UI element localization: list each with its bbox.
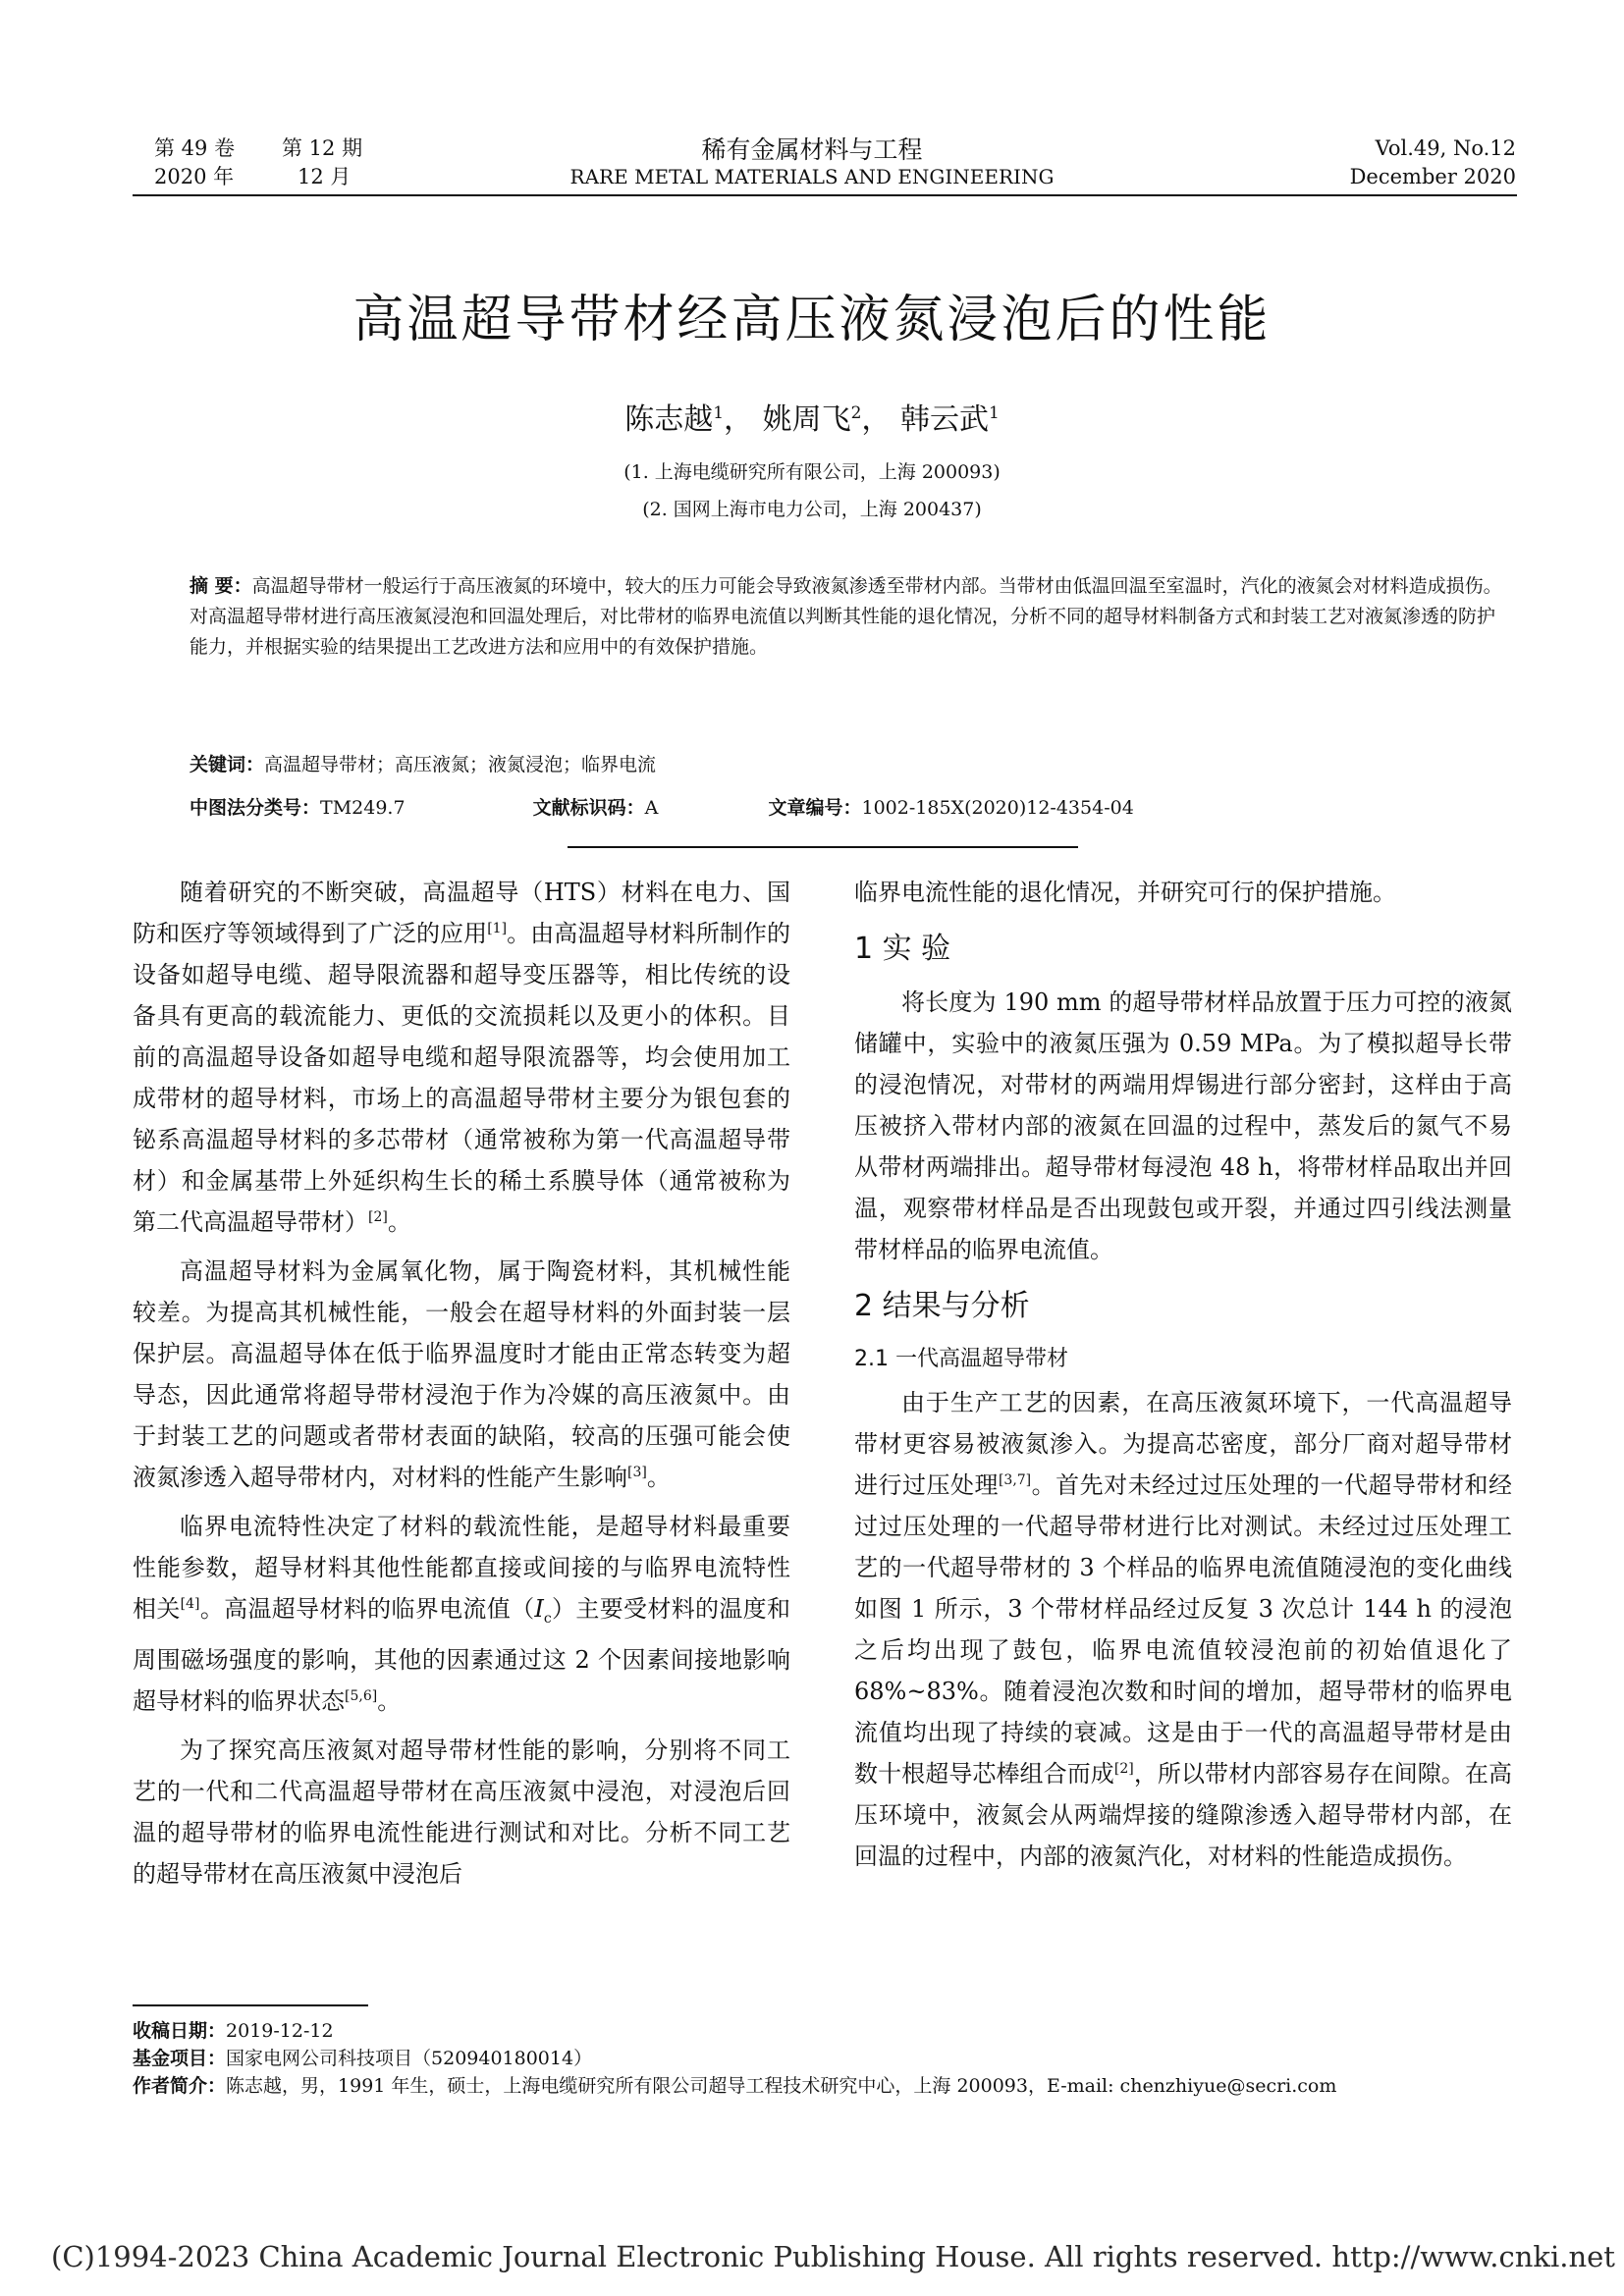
body-paragraph: 随着研究的不断突破，高温超导（HTS）材料在电力、国防和医疗等领域得到了广泛的应用[1]。由高温超导材料所制作的设备如超导电缆、超导限流器和超导变压器等，相比传统的设备具有更高的载流能力、更低的交流损耗以及更小的体积。目前的高温超导设备如超导电缆和超导限流器等，均会使用加工成带材的超导材料，市场上的高温超导带材主要分为银包套的铋系高温超导材料的多芯带材（通常被称为第一代高温超导带材）和金属基带上外延织构生长的稀土系膜导体（通常被称为第二代高温超导带材）[2]。 — [133, 879, 791, 1236]
section-heading: 1 实 验 — [854, 932, 951, 966]
author-name: 陈志越 — [624, 402, 714, 437]
footnote-fund: 基金项目：国家电网公司科技项目（520940180014） — [133, 2048, 593, 2069]
header-month-cn: 12 月 — [298, 165, 352, 188]
header-issue-cn: 第 12 期 — [282, 136, 363, 160]
header-journal-cn: 稀有金属材料与工程 — [701, 135, 923, 164]
header-date-en: December 2020 — [1349, 165, 1516, 188]
header-volume-cn: 第 49 卷 — [154, 136, 236, 160]
citation: [1] — [487, 921, 508, 936]
author-affil-marker: 1 — [713, 403, 725, 423]
citation: [3] — [627, 1465, 647, 1480]
author-name: 韩云武 — [899, 402, 989, 437]
doc-code-label: 文献标识码： — [532, 797, 645, 819]
citation: [3,7] — [998, 1472, 1032, 1488]
abstract-label: 摘 要： — [189, 575, 252, 597]
author-affil-marker: 1 — [988, 403, 1000, 423]
clc-value: TM249.7 — [320, 797, 406, 819]
author-affil-marker: 2 — [850, 403, 862, 423]
right-column — [854, 872, 1512, 1877]
footnote-author: 作者简介：陈志越，男，1991 年生，硕士，上海电缆研究所有限公司超导工程技术研究中心，上海 200093，E-mail: chenzhiyue@secri.com — [133, 2075, 1337, 2097]
author-name: 姚周飞 — [762, 402, 851, 437]
header-volume-en: Vol.49, No.12 — [1375, 136, 1516, 160]
abstract — [189, 571, 1510, 663]
citation: [5,6] — [345, 1687, 378, 1704]
article-number-label: 文章编号： — [768, 797, 862, 819]
keywords — [189, 750, 1510, 780]
paper-title: 高温超导带材经高压液氮浸泡后的性能 — [352, 291, 1272, 349]
body-paragraph: 临界电流特性决定了材料的载流性能，是超导材料最重要性能参数，超导材料其他性能都直接或间接的与临界电流特性相关[4]。高温超导材料的临界电流值$(I_c)$主要受材料的温度和周围磁场强度的影响，其他的因素通过这 2 个因素间接地影响超导材料的临界状态[5,6]。 — [133, 1513, 791, 1715]
body-paragraph: 高温超导材料为金属氧化物，属于陶瓷材料，其机械性能较差。为提高其机械性能，一般会在超导材料的外面封装一层保护层。高温超导体在低于临界温度时才能由正常态转变为超导态，因此通常将超导带材浸泡于作为冷媒的高压液氮中。由于封装工艺的问题或者带材表面的缺陷，较高的压强可能会使液氮渗透入超导带材内，对材料的性能产生影响[3]。 — [133, 1257, 790, 1491]
section-heading: 2 结果与分析 — [854, 1289, 1030, 1323]
classification-row — [189, 793, 1134, 824]
keywords-text: 高温超导带材；高压液氮；液氮浸泡；临界电流 — [264, 754, 657, 775]
symbol-ic: I — [534, 1595, 544, 1623]
affiliation: (2. 国网上海市电力公司，上海 200437) — [642, 499, 982, 520]
article-number-value: 1002-185X(2020)12-4354-04 — [861, 797, 1134, 819]
left-column — [133, 872, 790, 1895]
keywords-label: 关键词： — [189, 754, 265, 775]
subsection-heading: 2.1 一代高温超导带材 — [854, 1347, 1068, 1371]
body-paragraph: 由于生产工艺的因素，在高压液氮环境下，一代高温超导带材更容易被液氮渗入。为提高芯密度，部分厂商对超导带材进行过压处理[3,7]。首先对未经过过压处理的一代超导带材和经过过压处理的一代超导带材进行比对测试。未经过过压处理工艺的一代超导带材的 3 个样品的临界电流值随浸泡的变化曲线如图 1 所示，3 个带材样品经过反复 3 次总计 144 h 的浸泡之后均出现了鼓包，临界电流值较浸泡前的初始值退化了 68%~83%。随着浸泡次数和时间的增加，超导带材的临界电流值均出现了持续的衰减。这是由于一代的高温超导带材是由数十根超导芯棒组合而成[2]，所以带材内部容易存在间隙。在高压环境中，液氮会从两端焊接的缝隙渗透入超导带材内部，在回温的过程中，内部的液氮汽化，对材料的性能造成损伤。 — [854, 1389, 1513, 1870]
body-paragraph: 为了探究高压液氮对超导带材性能的影响，分别将不同工艺的一代和二代高温超导带材在高压液氮中浸泡，对浸泡后回温的超导带材的临界电流性能进行测试和对比。分析不同工艺的超导带材在高压液氮中浸泡后 — [133, 1735, 790, 1888]
abstract-divider — [568, 846, 1078, 848]
footnote-received: 收稿日期：2019-12-12 — [133, 2020, 334, 2042]
header-year-cn: 2020 年 — [154, 165, 235, 188]
header-journal-en: RARE METAL MATERIALS AND ENGINEERING — [569, 165, 1055, 188]
abstract-text: 高温超导带材一般运行于高压液氮的环境中，较大的压力可能会导致液氮渗透至带材内部。当带材由低温回温至室温时，汽化的液氮会对材料造成损伤。对高温超导带材进行高压液氮浸泡和回温处理后，对比带材的临界电流值以判断其性能的退化情况，分析不同的超导材料制备方式和封装工艺对液氮渗透的防护能力，并根据实验的结果提出工艺改进方法和应用中的有效保护措施。 — [189, 575, 1502, 658]
citation: [2] — [368, 1209, 388, 1225]
author-separator: ， — [861, 402, 892, 437]
footnote-rule — [133, 2004, 368, 2006]
body-paragraph: 将长度为 190 mm 的超导带材样品放置于压力可控的液氮储罐中，实验中的液氮压强为 0.59 MPa。为了模拟超导长带的浸泡情况，对带材的两端用焊锡进行部分密封，这样由于高压被挤入带材内部的液氮在回温的过程中，蒸发后的氮气不易从带材两端排出。超导带材每浸泡 48 h，将带材样品取出并回温，观察带材样品是否出现鼓包或开裂，并通过四引线法测量带材样品的临界电流值。 — [854, 988, 1512, 1263]
clc-label: 中图法分类号： — [189, 797, 321, 819]
doc-code-value: A — [644, 797, 659, 819]
affiliation: (1. 上海电缆研究所有限公司，上海 200093) — [623, 461, 1001, 483]
author-list — [0, 395, 1624, 438]
citation: [4] — [180, 1596, 200, 1612]
copyright-line: (C)1994-2023 China Academic Journal Electronic Publishing House. All rights reserved. http://www.cnki.net — [51, 2240, 1615, 2273]
body-paragraph-continued: 临界电流性能的退化情况，并研究可行的保护措施。 — [854, 879, 1396, 906]
citation: [2] — [1113, 1761, 1134, 1777]
header-rule — [133, 194, 1517, 196]
author-separator: ， — [724, 402, 754, 437]
